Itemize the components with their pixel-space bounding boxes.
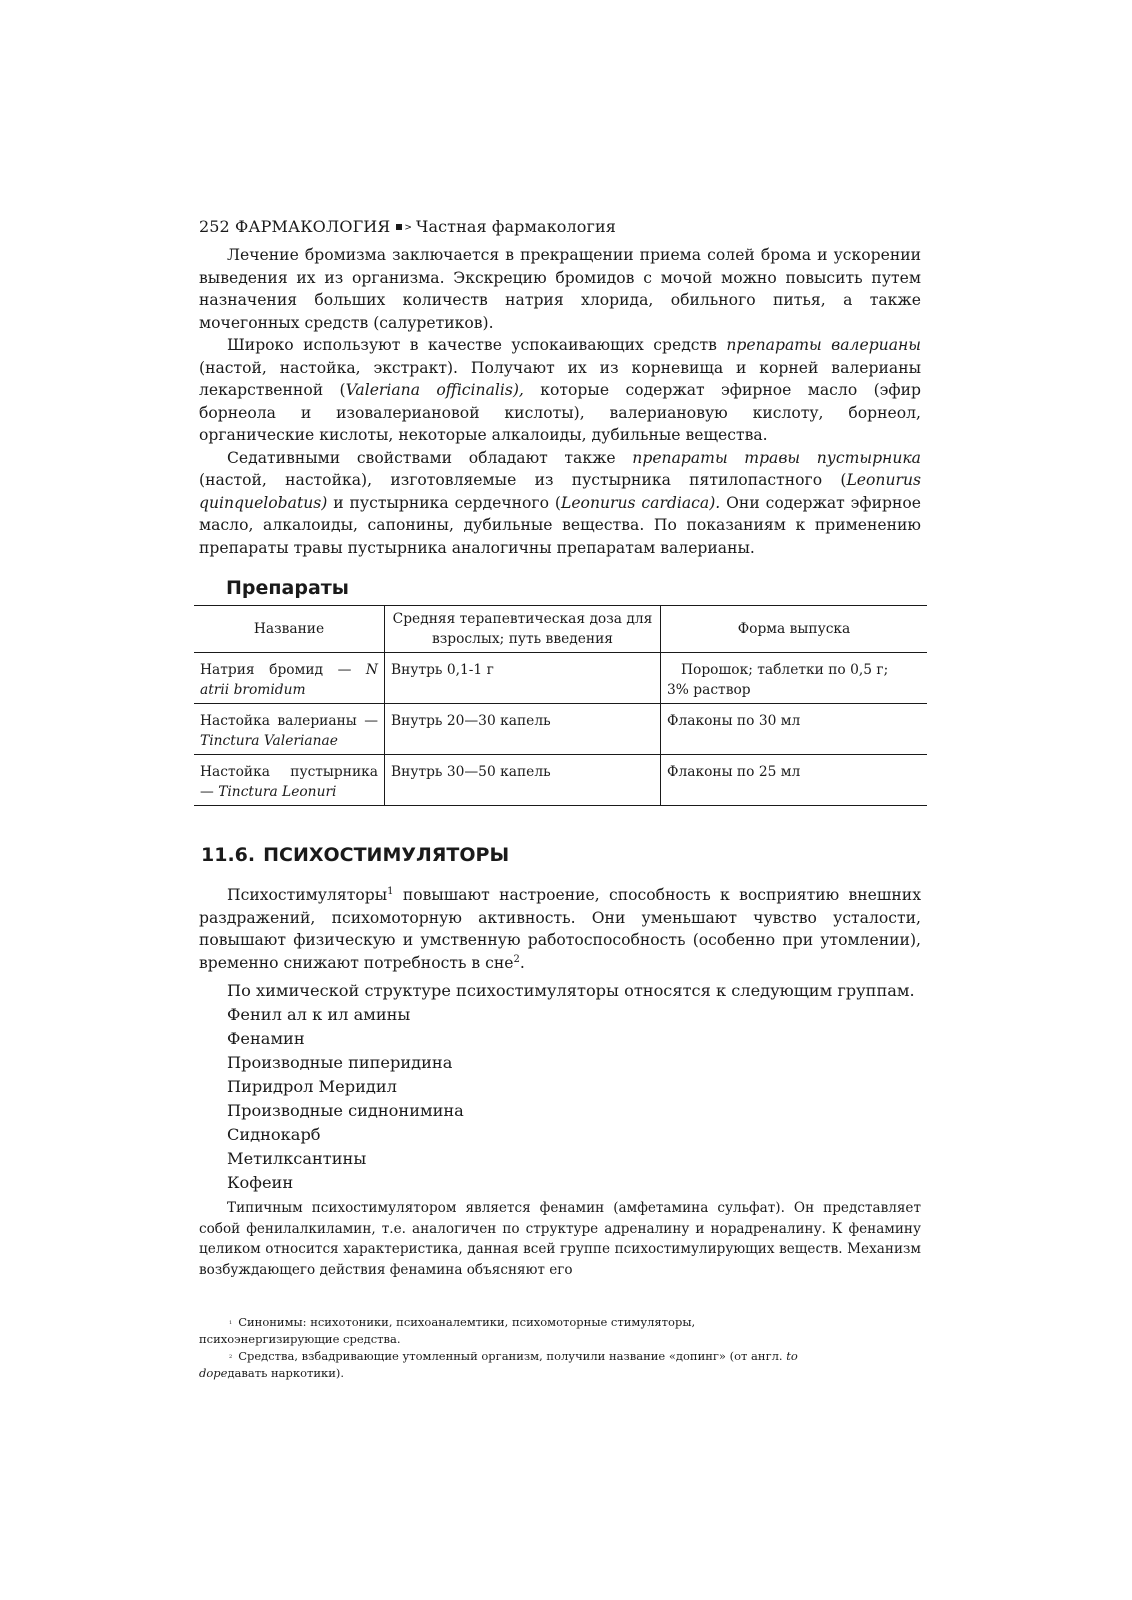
column-header-form: Форма выпуска — [661, 606, 928, 653]
column-header-dose: Средняя терапевтическая доза для взрослых; путь введения — [385, 606, 661, 653]
paragraph: Типичным психостимулятором является фенамин (амфетамина сульфат). Он представляет собой фенилалкиламин, т.е. аналогичен по структуре адреналину и норадреналину. К фенамину целиком относится характеристика, данная всей группе психостимулирующих веществ. Механизм возбуждающего действия фенамина объясняют его — [199, 1200, 921, 1279]
groups-intro: По химической структуре психостимуляторы относятся к следующим группам. — [227, 981, 915, 1000]
list-item: Производные пиперидина — [227, 1053, 453, 1072]
cell-dose: Внутрь 0,1-1 г — [385, 653, 661, 704]
square-bullet-icon — [396, 224, 402, 230]
table-row — [194, 755, 927, 806]
list-item: Метилксантины — [227, 1149, 367, 1168]
cell-dose: Внутрь 20—30 капель — [385, 704, 661, 755]
section-text — [199, 884, 921, 974]
section-heading-title: ПСИХОСТИМУЛЯТОРЫ — [263, 844, 510, 866]
cell-form: Флаконы по 30 мл — [661, 704, 928, 755]
paragraph: Лечение бромизма заключается в прекращении приема солей брома и ускорении выведения их из организма. Экскрецию бромидов с мочой можно повысить путем назначения больших количеств натрия хлорида, обильного питья, а также мочегонных средств (салуретиков). — [199, 246, 921, 332]
list-item: Фенамин — [227, 1029, 305, 1048]
table-row — [194, 704, 927, 755]
section-title: Частная фармакология — [416, 217, 616, 236]
book-title: ФАРМАКОЛОГИЯ — [235, 217, 391, 236]
list-item: Кофеин — [227, 1173, 294, 1192]
list-item: Сиднокарб — [227, 1125, 321, 1144]
footnote-ref: 1 — [387, 885, 394, 897]
cell-name: Настойка валерианы — Tinctura Valerianae — [194, 704, 385, 755]
section-number: 11.6. — [201, 844, 256, 866]
column-header-name: Название — [194, 606, 385, 653]
cell-dose: Внутрь 30—50 капель — [385, 755, 661, 806]
footnote: 1 Синонимы: нсихотоники, психоаналемтики, психомоторные стимуляторы, психоэнергизирующие средства. — [199, 1315, 696, 1347]
intro-text — [199, 244, 921, 559]
cell-name: Натрия бромид — N atrii bromidum — [194, 653, 385, 704]
table-header-row — [194, 606, 927, 653]
groups-list — [227, 979, 915, 1195]
preparations-table — [194, 605, 927, 806]
paragraph: Психостимуляторы$^1$ повышают настроение, способность к восприятию внешних раздражений, психомоторную активность. Они уменьшают чувство усталости, повышают физическую и умственную работоспособность (особенно при утомлении), временно снижают потребность в сне$^2$. — [199, 885, 921, 972]
preparations-heading: Препараты — [226, 577, 349, 599]
list-item: Фенил ал к ил амины — [227, 1005, 411, 1024]
arrow-icon: > — [404, 222, 412, 233]
cell-form: Порошок; таблетки по 0,5 г; 3% раствор — [661, 653, 928, 704]
table-row — [194, 653, 927, 704]
paragraph: Седативными свойствами обладают также препараты травы пустырника (настой, настойка), изготовляемые из пустырника пятилопастного (Leonurus quinquelobatus) и пустырника сердечного (Leonurus cardiaca). Они содержат эфирное масло, алкалоиды, сапонины, дубильные вещества. По показаниям к применению препараты травы пустырника аналогичны препаратам валерианы. — [199, 448, 922, 557]
list-item: Производные сиднонимина — [227, 1101, 464, 1120]
paragraph: Широко используют в качестве успокаивающих средств препараты валерианы (настой, настойка, экстракт). Получают их из корневища и корней валерианы лекарственной (Valeriana officinalis), которые содержат эфирное масло (эфир борнеола и изовалериановой кислоты), валериановую кислоту, борнеол, органические кислоты, некоторые алкалоиды, дубильные вещества. — [199, 336, 921, 444]
list-item: Пиридрол Меридил — [227, 1077, 397, 1096]
running-header — [199, 217, 616, 236]
section-heading — [201, 844, 509, 866]
footnote-ref: 2 — [513, 953, 520, 965]
footnotes — [199, 1314, 839, 1382]
cell-form: Флаконы по 25 мл — [661, 755, 928, 806]
page-number: 252 — [199, 217, 230, 236]
closing-text — [199, 1198, 921, 1281]
cell-name: Настойка пустырника — Tinctura Leonuri — [194, 755, 385, 806]
footnote: 2 Средства, взбадривающие утомленный организм, получили название «допинг» (от англ. to dopeдавать наркотики). — [199, 1348, 798, 1380]
